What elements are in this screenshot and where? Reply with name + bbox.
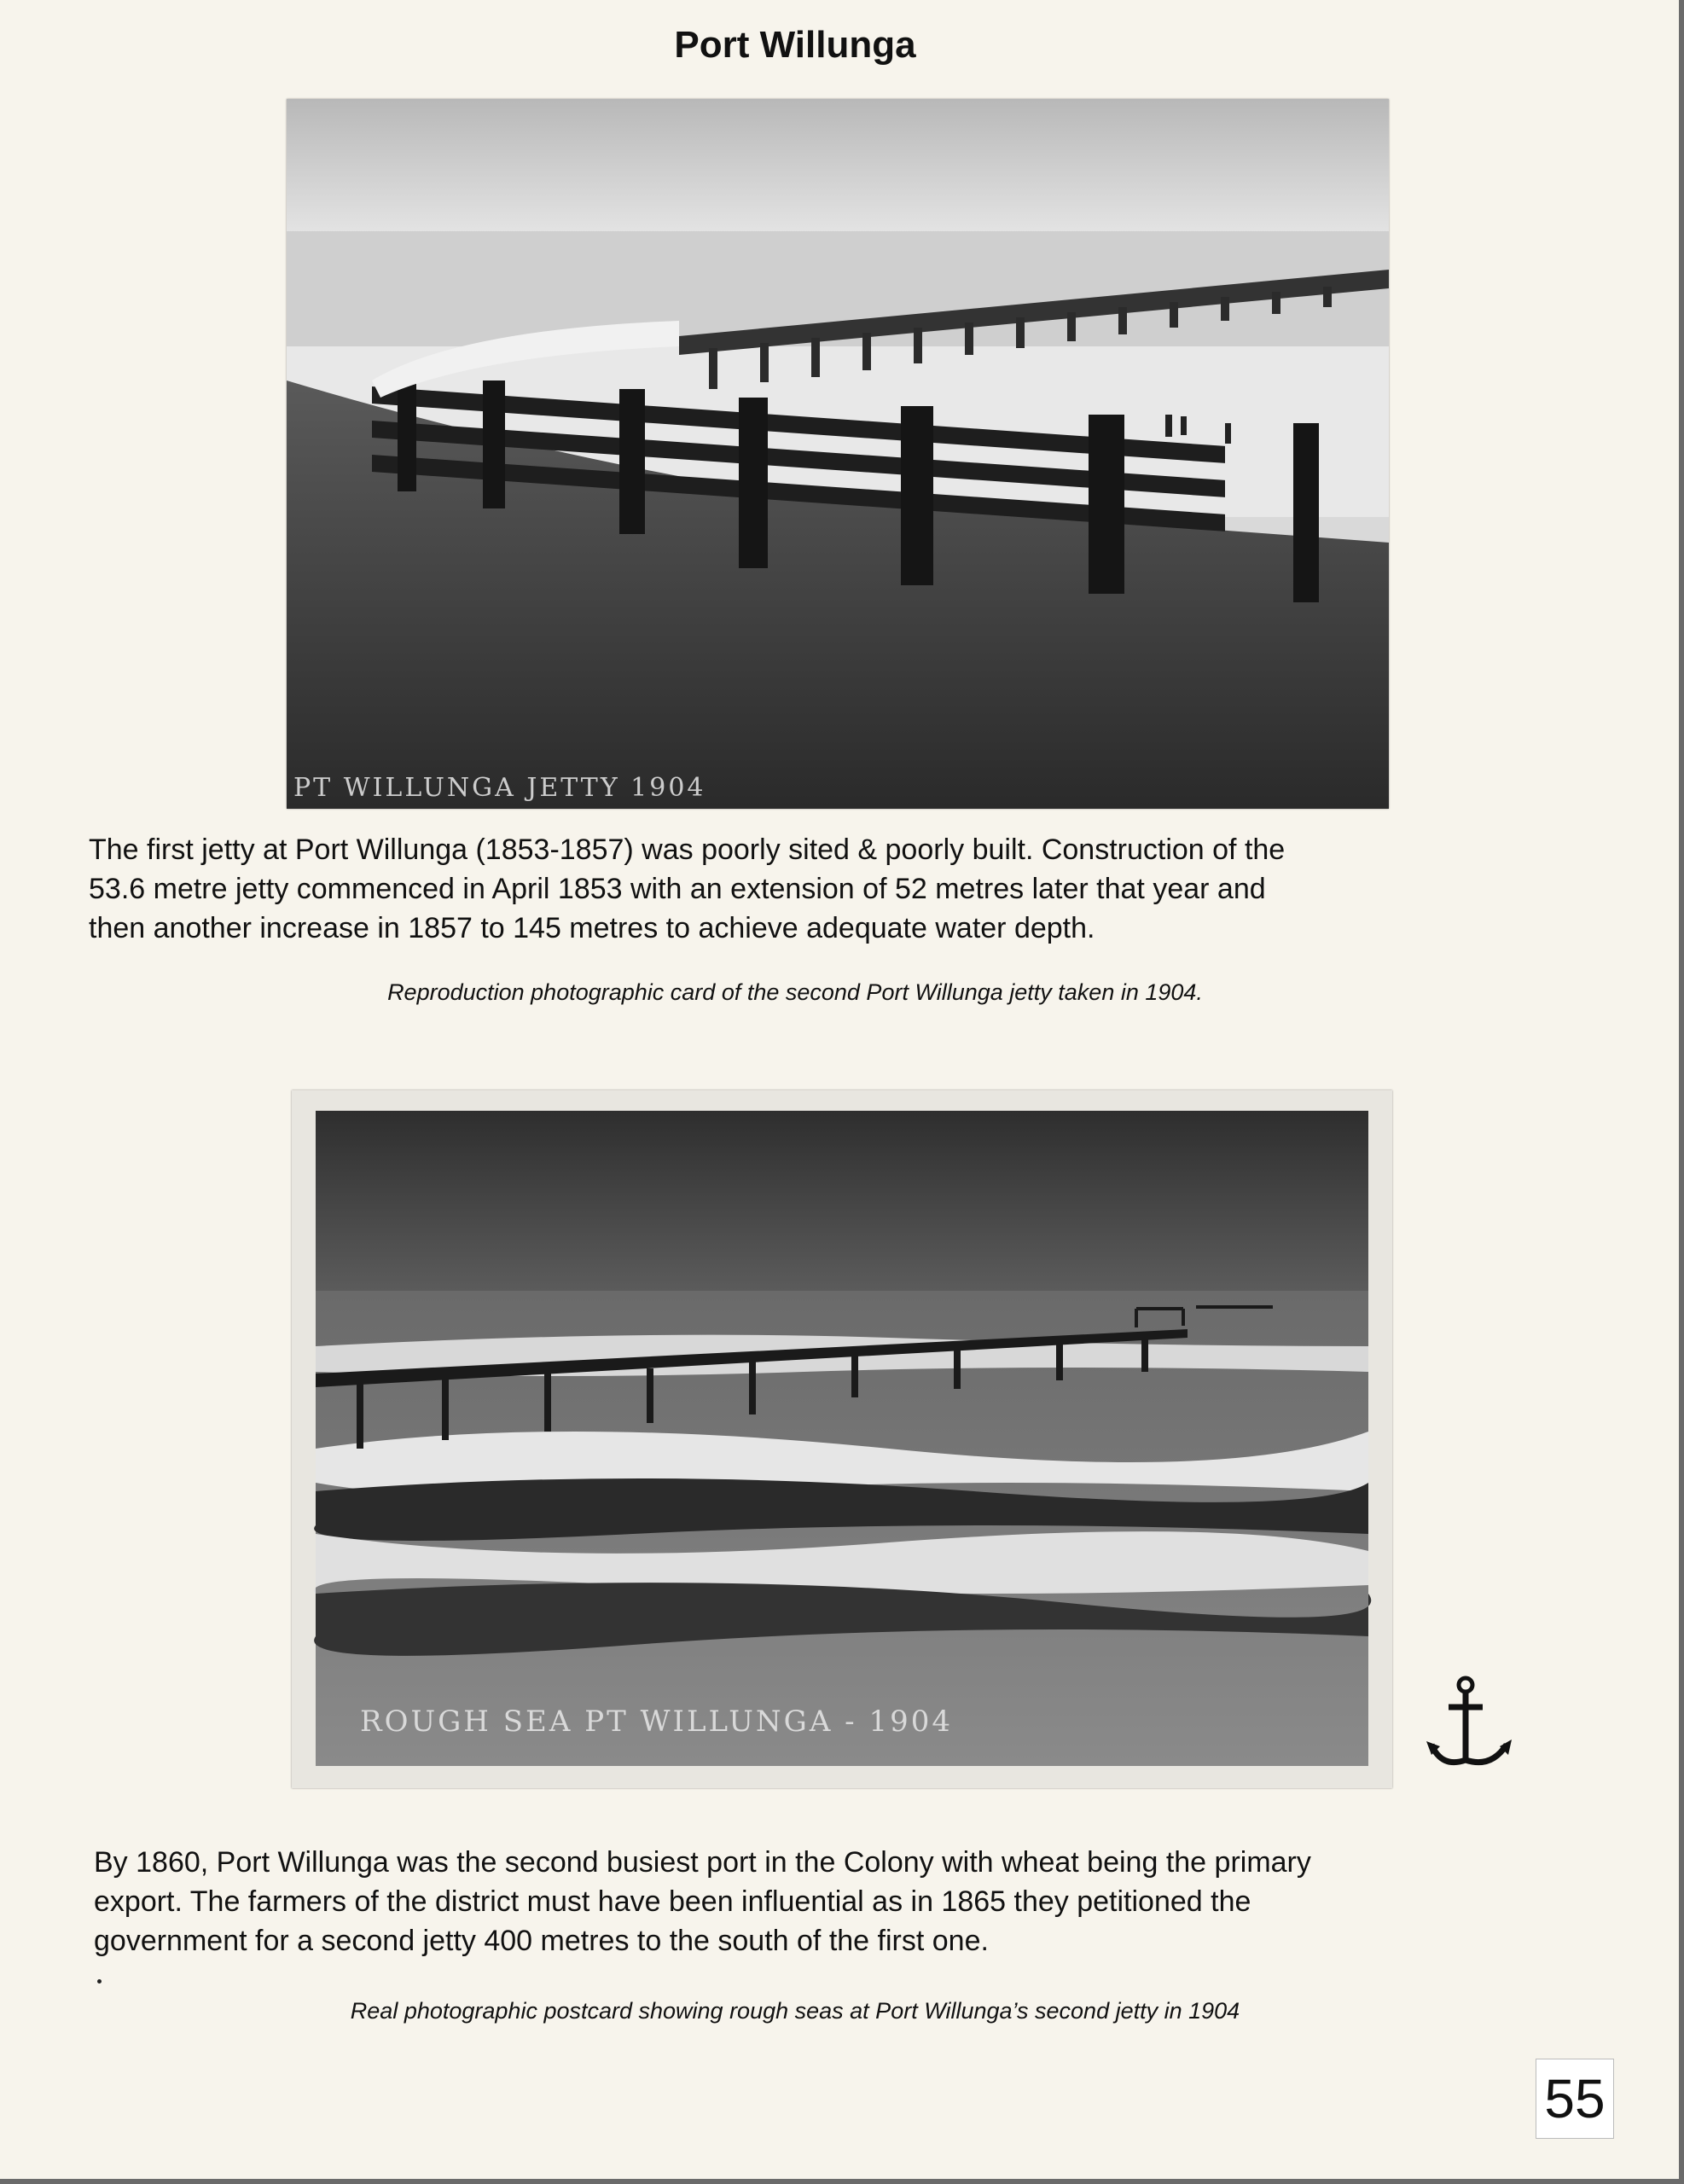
caption-jetty-photo: Reproduction photographic card of the second Port Willunga jetty taken in 1904. <box>387 979 1203 1005</box>
paragraph-line: export. The farmers of the district must have been influential as in 1865 they petitioned the <box>94 1885 1251 1918</box>
page-edge-right <box>1679 0 1684 2184</box>
paragraph-line: government for a second jetty 400 metres to the south of the first one. <box>94 1925 989 1957</box>
paragraph-line: 53.6 metre jetty commenced in April 1853 with an extension of 52 metres later that year and <box>89 873 1266 905</box>
paragraph-line: The first jetty at Port Willunga (1853-1857) was poorly sited & poorly built. Construction of the <box>89 834 1286 866</box>
jetty-photo <box>287 99 1389 809</box>
page-number: 55 <box>1536 2059 1614 2139</box>
paragraph-line: By 1860, Port Willunga was the second busiest port in the Colony with wheat being the primary <box>94 1846 1311 1879</box>
rough-sea-photo <box>292 1090 1392 1788</box>
paragraph-first-jetty <box>89 830 1556 948</box>
caption-rough-sea-photo: Real photographic postcard showing rough seas at Port Willunga’s second jetty in 1904 <box>350 1998 1240 2024</box>
page-title: Port Willunga <box>674 24 916 66</box>
rough-sea-inscription: ROUGH SEA PT WILLUNGA - 1904 <box>360 1705 954 1739</box>
paragraph-second-jetty <box>94 1843 1561 1960</box>
stray-dot <box>97 1979 102 1984</box>
page-edge-bottom <box>0 2179 1684 2184</box>
paragraph-line: then another increase in 1857 to 145 metres to achieve adequate water depth. <box>89 912 1095 944</box>
anchor-icon <box>1425 1675 1519 1777</box>
jetty-photo-inscription: PT WILLUNGA JETTY 1904 <box>293 773 706 803</box>
